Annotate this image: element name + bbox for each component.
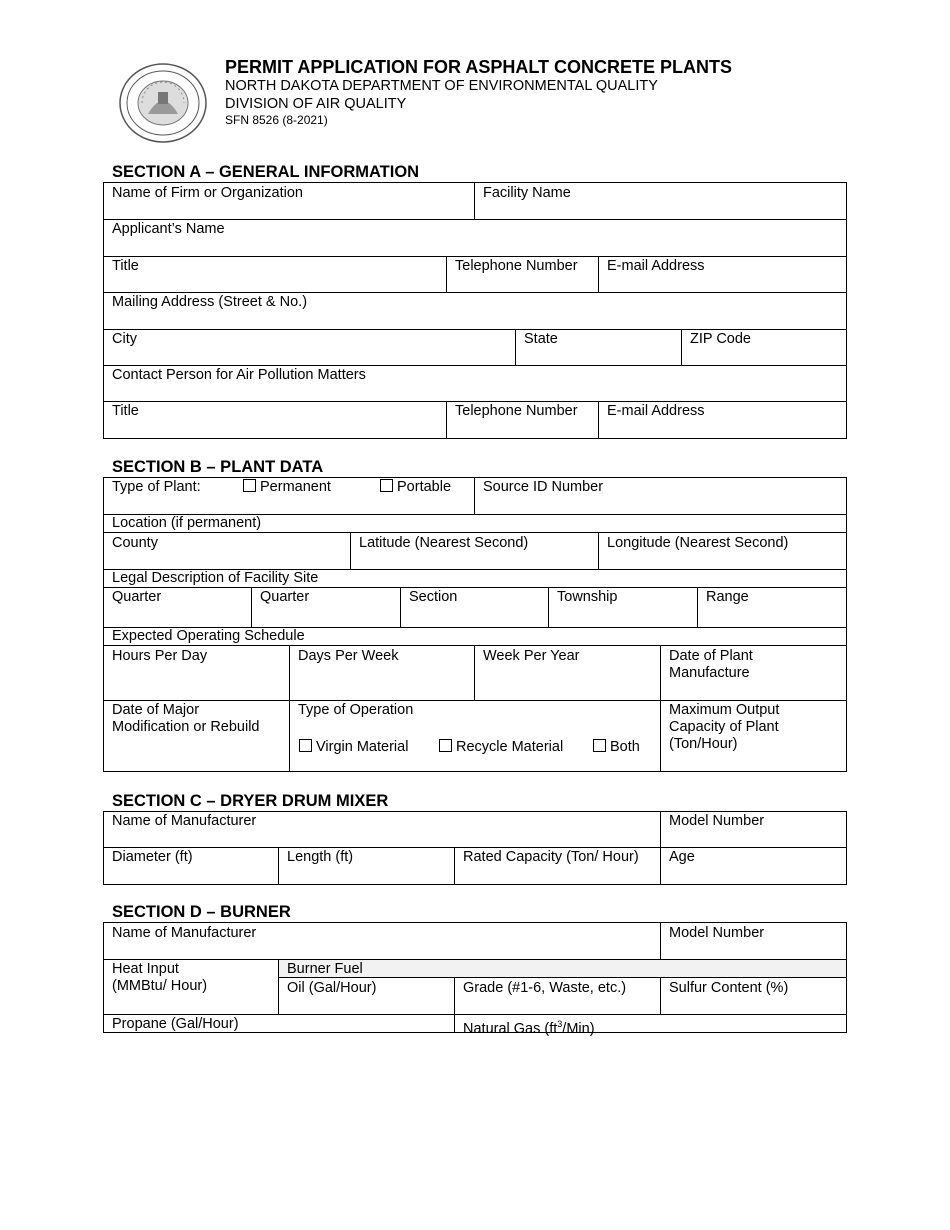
both-checkbox[interactable]: Both xyxy=(593,739,640,756)
section-d-heading: SECTION D – BURNER xyxy=(112,903,291,921)
date-manufacture-field[interactable]: Date of Plant Manufacture xyxy=(669,648,753,681)
applicant-title-field[interactable]: Title xyxy=(112,258,139,274)
burner-model-number-field[interactable]: Model Number xyxy=(669,925,765,941)
drum-manufacturer-field[interactable]: Name of Manufacturer xyxy=(112,813,257,829)
form-number: SFN 8526 (8-2021) xyxy=(225,113,328,127)
date-modification-field[interactable]: Date of Major Modification or Rebuild xyxy=(112,702,260,735)
section-b-heading: SECTION B – PLANT DATA xyxy=(112,458,324,476)
state-seal xyxy=(118,62,208,144)
section-c-heading: SECTION C – DRYER DRUM MIXER xyxy=(112,792,389,810)
checkbox-box[interactable] xyxy=(439,739,452,752)
form-title: PERMIT APPLICATION FOR ASPHALT CONCRETE PLANTS xyxy=(225,57,732,77)
county-field[interactable]: County xyxy=(112,535,158,551)
checkbox-box[interactable] xyxy=(299,739,312,752)
burner-fuel-label: Burner Fuel xyxy=(287,961,363,977)
grade-field[interactable]: Grade (#1-6, Waste, etc.) xyxy=(463,980,627,996)
oil-field[interactable]: Oil (Gal/Hour) xyxy=(287,980,377,996)
diameter-field[interactable]: Diameter (ft) xyxy=(112,849,193,865)
section-field[interactable]: Section xyxy=(409,589,458,605)
burner-manufacturer-field[interactable]: Name of Manufacturer xyxy=(112,925,257,941)
checkbox-box[interactable] xyxy=(593,739,606,752)
facility-name-field[interactable]: Facility Name xyxy=(483,185,571,201)
section-a-heading: SECTION A – GENERAL INFORMATION xyxy=(112,163,420,181)
mailing-address-field[interactable]: Mailing Address (Street & No.) xyxy=(112,294,308,310)
contact-email-field[interactable]: E-mail Address xyxy=(607,403,705,419)
legal-description-label: Legal Description of Facility Site xyxy=(112,570,319,586)
propane-field[interactable]: Propane (Gal/Hour) xyxy=(112,1016,239,1032)
sulfur-content-field[interactable]: Sulfur Content (%) xyxy=(669,980,789,996)
permanent-checkbox[interactable]: Permanent xyxy=(243,479,331,496)
latitude-field[interactable]: Latitude (Nearest Second) xyxy=(359,535,529,551)
type-of-operation-label: Type of Operation xyxy=(298,702,414,718)
location-label: Location (if permanent) xyxy=(112,515,262,531)
quarter-1-field[interactable]: Quarter xyxy=(112,589,162,605)
applicant-email-field[interactable]: E-mail Address xyxy=(607,258,705,274)
city-field[interactable]: City xyxy=(112,331,137,347)
type-of-plant-label: Type of Plant: xyxy=(112,479,201,495)
zip-field[interactable]: ZIP Code xyxy=(690,331,751,347)
state-field[interactable]: State xyxy=(524,331,558,347)
recycle-material-checkbox[interactable]: Recycle Material xyxy=(439,739,563,756)
rated-capacity-field[interactable]: Rated Capacity (Ton/ Hour) xyxy=(463,849,639,865)
portable-checkbox[interactable]: Portable xyxy=(380,479,451,496)
source-id-field[interactable]: Source ID Number xyxy=(483,479,604,495)
checkbox-box[interactable] xyxy=(380,479,393,492)
schedule-label: Expected Operating Schedule xyxy=(112,628,305,644)
age-field[interactable]: Age xyxy=(669,849,695,865)
applicant-telephone-field[interactable]: Telephone Number xyxy=(455,258,578,274)
township-field[interactable]: Township xyxy=(557,589,618,605)
length-field[interactable]: Length (ft) xyxy=(287,849,354,865)
contact-title-field[interactable]: Title xyxy=(112,403,139,419)
days-per-week-field[interactable]: Days Per Week xyxy=(298,648,399,664)
division-name: DIVISION OF AIR QUALITY xyxy=(225,96,407,112)
hours-per-day-field[interactable]: Hours Per Day xyxy=(112,648,208,664)
agency-name: NORTH DAKOTA DEPARTMENT OF ENVIRONMENTAL QUALITY xyxy=(225,78,658,94)
natural-gas-field[interactable]: Natural Gas $(ft^3/Min)$ xyxy=(463,1019,595,1037)
max-output-field[interactable]: Maximum Output Capacity of Plant (Ton/Hour) xyxy=(669,702,780,752)
quarter-2-field[interactable]: Quarter xyxy=(260,589,310,605)
firm-name-field[interactable]: Name of Firm or Organization xyxy=(112,185,303,201)
virgin-material-checkbox[interactable]: Virgin Material xyxy=(299,739,408,756)
applicant-name-field[interactable]: Applicant’s Name xyxy=(112,221,225,237)
longitude-field[interactable]: Longitude (Nearest Second) xyxy=(607,535,789,551)
drum-model-number-field[interactable]: Model Number xyxy=(669,813,765,829)
range-field[interactable]: Range xyxy=(706,589,749,605)
heat-input-field[interactable]: Heat Input (MMBtu/ Hour) xyxy=(112,961,208,994)
checkbox-box[interactable] xyxy=(243,479,256,492)
contact-person-field[interactable]: Contact Person for Air Pollution Matters xyxy=(112,367,366,383)
contact-telephone-field[interactable]: Telephone Number xyxy=(455,403,578,419)
week-per-year-field[interactable]: Week Per Year xyxy=(483,648,580,664)
